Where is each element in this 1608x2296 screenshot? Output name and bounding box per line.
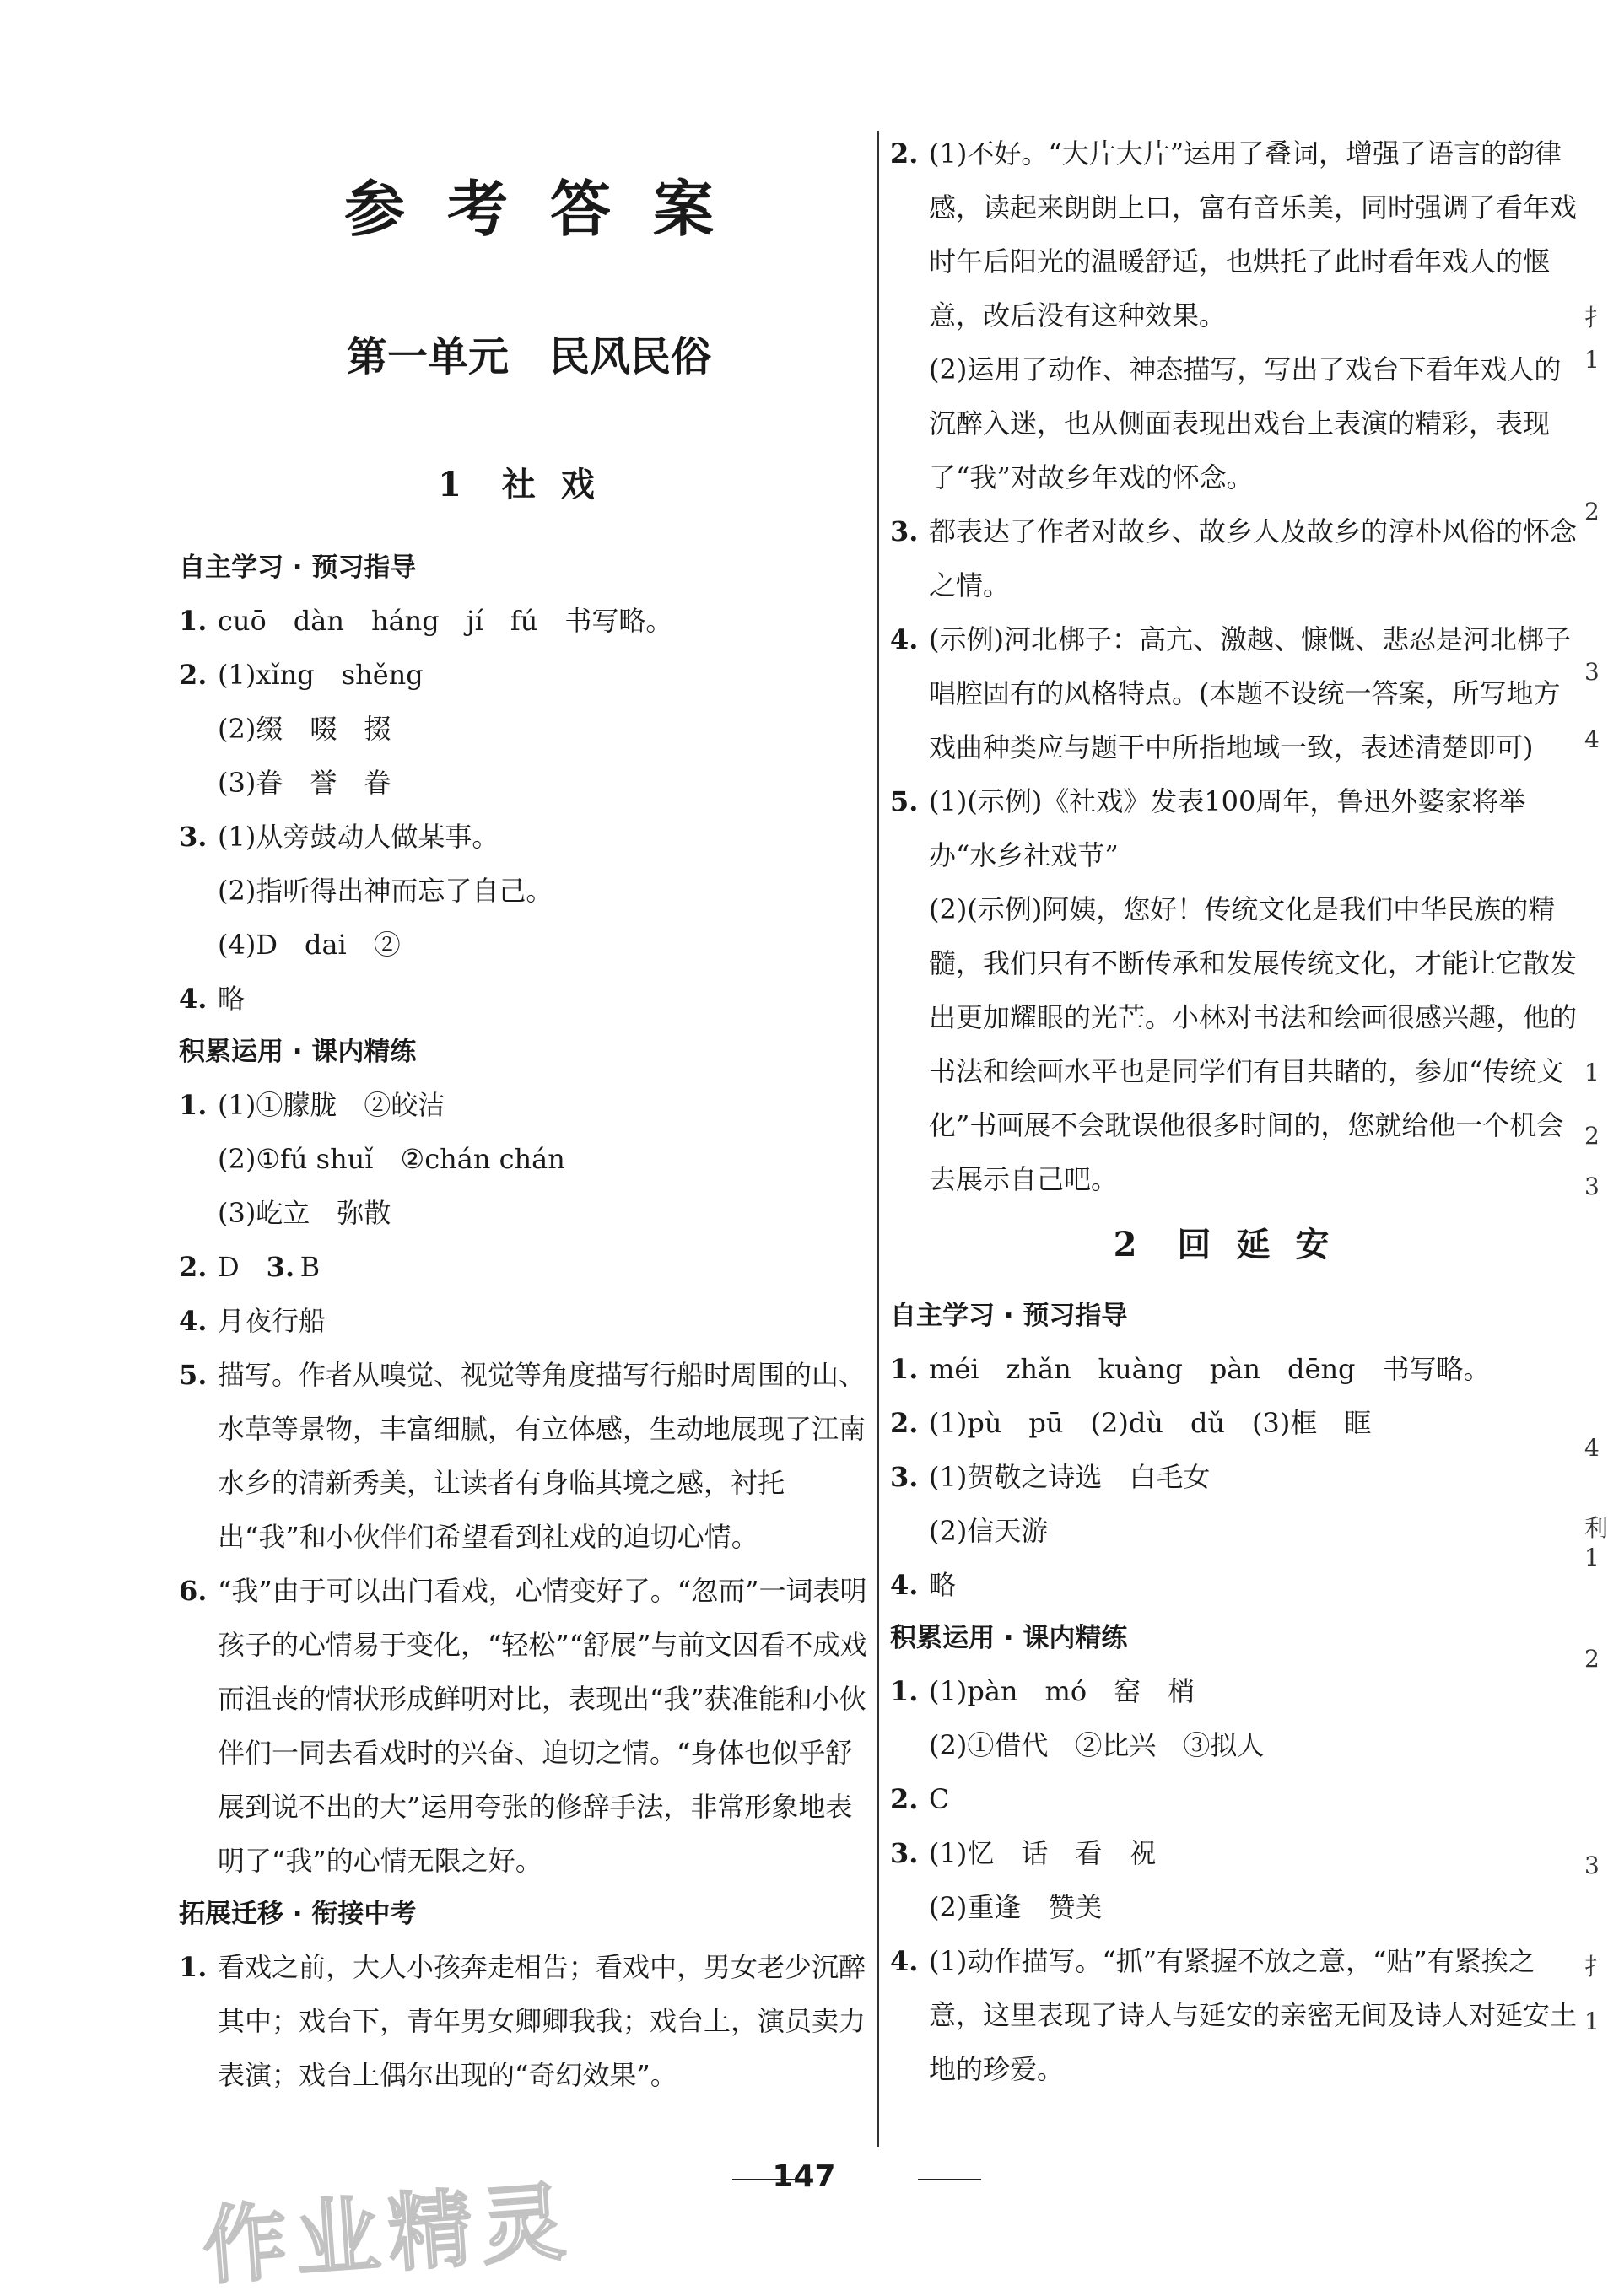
page-number-rule-right (918, 2179, 981, 2180)
answer-item (890, 504, 1578, 612)
left-column (179, 127, 879, 2102)
answer-item (890, 774, 1578, 882)
edge-char: 2 (1584, 498, 1600, 525)
edge-char: 1 (1584, 2008, 1600, 2035)
item-number: 2. (179, 659, 208, 691)
item-number: 4. (179, 1305, 208, 1337)
lesson-name: 回延安 (1177, 1225, 1355, 1264)
answer-item (179, 1564, 879, 1888)
item-number: 1. (890, 1675, 919, 1707)
answer-item (890, 1396, 1578, 1450)
answer-item (890, 1450, 1578, 1504)
item-text: cuō dàn háng jí fú 书写略。 (218, 605, 673, 637)
answer-item (890, 1664, 1578, 1718)
item-text: (1)不好。“大片大片”运用了叠词，增强了语言的韵律感，读起来朗朗上口，富有音乐美，同时强调了看年戏时午后阳光的温暖舒适，也烘托了此时看年戏人的惬意，改后没有这种效果。 (929, 137, 1578, 331)
item-text: D (218, 1251, 267, 1283)
item-number: 4. (890, 623, 919, 655)
item-text: 看戏之前，大人小孩奔走相告；看戏中，男女老少沉醉其中；戏台下，青年男女卿卿我我；戏台上，演员卖力表演；戏台上偶尔出现的“奇幻效果”。 (218, 1951, 866, 2091)
item-number: 3. (890, 1461, 919, 1493)
lesson-title (179, 458, 879, 506)
item-text: 都表达了作者对故乡、故乡人及故乡的淳朴风俗的怀念之情。 (929, 515, 1578, 601)
item-number: 1. (179, 1089, 208, 1121)
answer-item (179, 1348, 879, 1564)
answer-item (890, 1772, 1578, 1826)
item-number: 3. (179, 821, 208, 853)
item-text: B (299, 1251, 321, 1283)
watermark: 作业精灵 (199, 2171, 577, 2296)
item-text: (1)(示例)《社戏》发表100周年，鲁迅外婆家将举办“水乡社戏节” (929, 785, 1526, 871)
answer-item (179, 594, 879, 648)
answer-item (179, 810, 879, 864)
item-text: “我”由于可以出门看戏，心情变好了。“忽而”一词表明孩子的心情易于变化，“轻松”“舒展”与前文因看不成戏而沮丧的情状形成鲜明对比，表现出“我”获准能和小伙伴们一同去看戏时的兴奋、迫切之情。“身体也似乎舒展到说不出的大”运用夸张的修辞手法，非常形象地表明了“我”的心情无限之好。 (218, 1575, 867, 1877)
answer-item (890, 612, 1578, 774)
answer-subitem: (2)①借代 ②比兴 ③拟人 (929, 1729, 1265, 1761)
answer-item (890, 1558, 1578, 1612)
lesson-number: 1 (438, 465, 472, 504)
edge-char: 4 (1584, 1434, 1600, 1462)
item-text: (1)pàn mó 窑 梢 (929, 1675, 1195, 1707)
item-text: (1)动作描写。“抓”有紧握不放之意，“贴”有紧挨之意，这里表现了诗人与延安的亲密无间及诗人对延安土地的珍爱。 (929, 1945, 1578, 2085)
item-number: 4. (179, 983, 208, 1015)
item-text: (1)忆 话 看 祝 (929, 1837, 1157, 1869)
unit-title: 第一单元 民风民俗 (346, 333, 711, 380)
item-text: (1)从旁鼓动人做某事。 (218, 821, 499, 853)
answer-subitem: (3)眷 誉 眷 (218, 767, 391, 799)
edge-char: 3 (1584, 1851, 1600, 1879)
answer-item (890, 1826, 1578, 1880)
item-number: 4. (890, 1569, 919, 1601)
section-heading: 拓展迁移 · 衔接中考 (179, 1899, 417, 1929)
edge-char: 1 (1584, 1059, 1600, 1086)
answer-item (179, 1078, 879, 1132)
item-number: 1. (179, 1951, 208, 1983)
edge-char: 利 (1584, 1514, 1608, 1542)
page-title: 参考答案 (343, 174, 756, 245)
item-number: 3. (266, 1251, 295, 1283)
item-text: (示例)河北梆子：高亢、激越、慷慨、悲忍是河北梆子唱腔固有的风格特点。(本题不设统一答案，所写地方戏曲种类应与题干中所指地域一致，表述清楚即可) (929, 623, 1571, 763)
answer-subitem: (4)D dai ② (218, 929, 401, 961)
section-heading: 积累运用 · 课内精练 (890, 1623, 1128, 1653)
edge-char: 扌 (1584, 304, 1608, 331)
answer-item (179, 1240, 879, 1294)
item-text: 描写。作者从嗅觉、视觉等角度描写行船时周围的山、水草等景物，丰富细腻，有立体感，生动地展现了江南水乡的清新秀美，让读者有身临其境之感，衬托出“我”和小伙伴们希望看到社戏的迫切心情。 (218, 1359, 866, 1553)
item-number: 5. (890, 785, 919, 817)
edge-char: 2 (1584, 1122, 1600, 1150)
item-text: C (929, 1783, 950, 1815)
edge-char: 扌 (1584, 1953, 1608, 1981)
answer-subitem: (2)指听得出神而忘了自己。 (218, 875, 553, 907)
answer-item (179, 972, 879, 1026)
section-heading: 自主学习 · 预习指导 (890, 1301, 1128, 1331)
item-number: 2. (890, 1407, 919, 1439)
item-number: 6. (179, 1575, 208, 1607)
answer-item (890, 1934, 1578, 2096)
item-number: 1. (890, 1353, 919, 1385)
item-number: 1. (179, 605, 208, 637)
item-text: (1)贺敬之诗选 白毛女 (929, 1461, 1211, 1493)
answer-subitem: (2)(示例)阿姨，您好！传统文化是我们中华民族的精髓，我们只有不断传承和发展传统文化，才能让它散发出更加耀眼的光芒。小林对书法和绘画很感兴趣，他的书法和绘画水平也是同学们有目共睹的，参加“传统文化”书画展不会耽误他很多时间的，您就给他一个机会去展示自己吧。 (929, 893, 1578, 1195)
answer-item (179, 1940, 879, 2102)
page-number: 147 (772, 2159, 836, 2194)
edge-char: 1 (1584, 346, 1600, 374)
answer-subitem: (2)①fú shuǐ ②chán chán (218, 1143, 565, 1175)
edge-char: 4 (1584, 725, 1600, 753)
answer-item (179, 1294, 879, 1348)
item-text: 略 (218, 983, 246, 1015)
section-heading: 积累运用 · 课内精练 (179, 1037, 417, 1067)
item-text: (1)pù pū (2)dù dǔ (3)框 眶 (929, 1407, 1372, 1439)
item-text: 月夜行船 (218, 1305, 326, 1337)
lesson-name: 社戏 (501, 465, 620, 504)
lesson-title (890, 1218, 1578, 1266)
item-number: 5. (179, 1359, 208, 1391)
item-number: 2. (890, 137, 919, 170)
answer-subitem: (2)缀 啜 掇 (218, 713, 391, 745)
item-text: (1)①朦胧 ②皎洁 (218, 1089, 445, 1121)
lesson-number: 2 (1113, 1225, 1147, 1264)
answer-item (179, 648, 879, 702)
answer-subitem: (2)信天游 (929, 1515, 1049, 1547)
item-text: 略 (929, 1569, 957, 1601)
edge-char: 3 (1584, 658, 1600, 686)
edge-char: 2 (1584, 1645, 1600, 1673)
item-number: 4. (890, 1945, 919, 1977)
answer-subitem: (2)运用了动作、神态描写，写出了戏台下看年戏人的沉醉入迷，也从侧面表现出戏台上表演的精彩，表现了“我”对故乡年戏的怀念。 (929, 353, 1562, 493)
answer-subitem: (3)屹立 弥散 (218, 1197, 391, 1229)
answer-item (890, 1342, 1578, 1396)
answer-subitem: (2)重逢 赞美 (929, 1891, 1103, 1923)
item-number: 3. (890, 1837, 919, 1869)
item-number: 3. (890, 515, 919, 547)
answer-item (890, 127, 1578, 342)
item-number: 2. (179, 1251, 208, 1283)
item-text: (1)xǐng shěng (218, 659, 424, 691)
item-number: 2. (890, 1783, 919, 1815)
section-heading: 自主学习 · 预习指导 (179, 552, 417, 583)
right-column (890, 127, 1578, 2096)
item-text: méi zhǎn kuàng pàn dēng 书写略。 (929, 1353, 1491, 1385)
edge-char: 1 (1584, 1544, 1600, 1571)
edge-char: 3 (1584, 1172, 1600, 1200)
